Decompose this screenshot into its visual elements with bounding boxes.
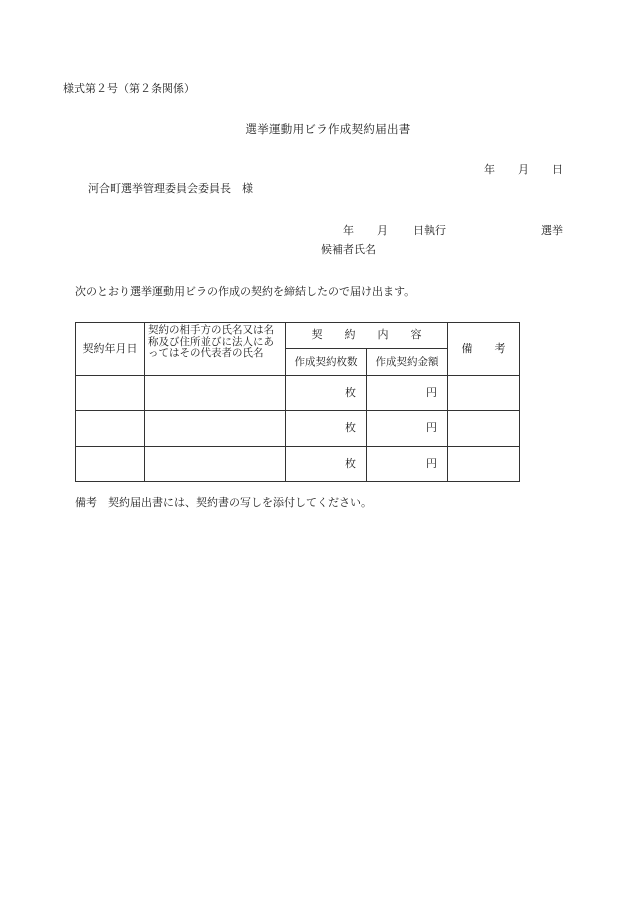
cell-remarks[interactable]: [448, 376, 520, 411]
cell-date[interactable]: [76, 447, 145, 482]
election-day-exec-label: 日執行: [413, 224, 446, 237]
election-month-label: 月: [377, 224, 388, 237]
remarks-note: 備考 契約届出書には、契約書の写しを添付してください。: [75, 496, 372, 509]
date-month-label: 月: [518, 163, 529, 176]
header-contract-content: 契 約 内 容: [286, 323, 448, 349]
cell-quantity[interactable]: 枚: [286, 411, 367, 447]
contract-table: [75, 322, 520, 482]
header-amount: 作成契約金額: [367, 349, 448, 376]
header-remarks: 備 考: [448, 323, 520, 376]
header-counterparty: 契約の相手方の氏名又は名称及び住所並びに法人にあってはその代表者の氏名: [145, 323, 286, 376]
date-year-label: 年: [484, 163, 495, 176]
table-row: [76, 447, 520, 482]
cell-date[interactable]: [76, 376, 145, 411]
cell-party[interactable]: [145, 376, 286, 411]
document-title: 選挙運動用ビラ作成契約届出書: [245, 122, 411, 136]
cell-remarks[interactable]: [448, 411, 520, 447]
table-row: [76, 376, 520, 411]
recipient: 河合町選挙管理委員会委員長 様: [88, 182, 253, 195]
cell-party[interactable]: [145, 411, 286, 447]
form-number: 様式第２号（第２条関係）: [63, 82, 195, 95]
candidate-name-label: 候補者氏名: [321, 243, 376, 256]
election-year-label: 年: [343, 224, 354, 237]
cell-remarks[interactable]: [448, 447, 520, 482]
date-day-label: 日: [552, 163, 563, 176]
cell-date[interactable]: [76, 411, 145, 447]
table-row: [76, 411, 520, 447]
header-contract-date: 契約年月日: [76, 323, 145, 376]
cell-party[interactable]: [145, 447, 286, 482]
cell-amount[interactable]: 円: [367, 376, 448, 411]
cell-amount[interactable]: 円: [367, 447, 448, 482]
header-quantity: 作成契約枚数: [286, 349, 367, 376]
cell-quantity[interactable]: 枚: [286, 376, 367, 411]
cell-quantity[interactable]: 枚: [286, 447, 367, 482]
intro-text: 次のとおり選挙運動用ビラの作成の契約を締結したので届け出ます。: [75, 285, 416, 298]
election-label: 選挙: [541, 224, 563, 237]
cell-amount[interactable]: 円: [367, 411, 448, 447]
